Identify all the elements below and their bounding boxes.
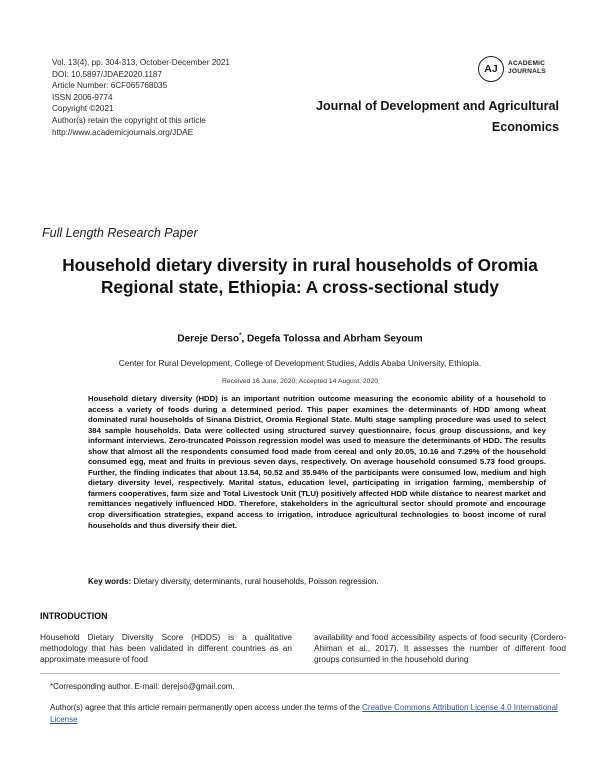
footnote-divider (40, 673, 560, 674)
meta-issn: ISSN 2006-9774 (52, 92, 113, 102)
license-text: Author(s) agree that this article remain permanently open access under the terms of the (50, 703, 363, 712)
author-list (0, 333, 600, 344)
license-note (50, 702, 565, 726)
author-1: Dereje Derso (177, 333, 240, 345)
keywords-label: Key words: (88, 577, 132, 586)
meta-article-number: Article Number: 6CF065768035 (52, 81, 168, 91)
abstract: Household dietary diversity (HDD) is an important nutrition outcome measuring the economic ability of a household to access a variety of foods during a determined period. This paper examines the determinants of HDD among wheat dominated rural households of Sinana District, Oromia Regional State. Multi stage sampling procedure was used to select 384 sample households. Data were collected using structured survey questionnaire, focus group discussions, and key informant interviews. Zero-truncated Poisson regression model was used to measure the determinants of HDD. The results show that almost all the respondents consumed food made from cereal and only 20.05, 10.16 and 7.29% of the household consumed egg, meat and fruits in previous seven days, respectively. On average household consumed 5.73 food groups. Further, the finding indicates that about 13.54, 50.52 and 35.94% of the participants were consumed low, medium and high dietary diversity level, respectively. Marital status, education level, participating in irrigation farming, membership of farmers cooperatives, farm size and Total Livestock Unit (TLU) positively affected HDD while distance to nearest market and remittances negatively influenced HDD. Therefore, stakeholders in the agricultural sector should promote and encourage crop diversification strategies, expand access to irrigation, introduce agricultural technologies to boost income of rural households and thus diversify their diet. (88, 394, 546, 530)
journal-title (259, 96, 559, 138)
publisher-logo (478, 56, 578, 84)
other-authors: , Degefa Tolossa and Abrham Seyoum (241, 333, 423, 345)
journal-title-line-1: Journal of Development and Agricultural (315, 99, 559, 113)
meta-url: http://www.academicjournals.org/JDAE (52, 127, 194, 137)
intro-column-right: availability and food accessibility aspects of food security (Cordero-Ahiman et al., 2017). It assesses the number of different food groups consumed in the household during (314, 632, 566, 665)
paper-type: Full Length Research Paper (42, 226, 198, 240)
received-dates: Received 16 June, 2020; Accepted 14 August, 2020 (221, 378, 379, 385)
journal-title-line-2: Economics (491, 120, 559, 134)
license-link[interactable]: Creative Commons Attribution License 4.0 International License (50, 703, 558, 724)
logo-line-1: ACADEMIC (508, 60, 546, 67)
logo-line-2: JOURNALS (508, 67, 546, 75)
meta-volume: Vol. 13(4), pp. 304-313, October-December 2021 (52, 58, 230, 67)
keywords (88, 577, 546, 586)
paper-title: Household dietary diversity in rural households of Oromia Regional state, Ethiopia: A cross-sectional study (62, 255, 538, 297)
meta-copyright: Copyright ©2021 (52, 104, 114, 114)
logo-text (508, 60, 546, 76)
affiliation: Center for Rural Development, College of Development Studies, Addis Ababa University, Ethiopia. (118, 358, 482, 368)
meta-doi: DOI: 10.5897/JDAE2020.1187 (52, 69, 162, 79)
logo-mark: AJ (478, 56, 504, 82)
corresponding-author-note: *Corresponding author. E-mail: derejso@gmail.com. (50, 682, 235, 691)
corresponding-mark: * (239, 333, 242, 339)
intro-column-left: Household Dietary Diversity Score (HDDS) is a qualitative methodology that has been validated in different countries as an approximate measure of food (40, 632, 292, 665)
meta-rights: Author(s) retain the copyright of this article (52, 115, 206, 125)
section-heading-introduction: INTRODUCTION (40, 611, 108, 621)
keywords-list: Dietary diversity, determinants, rural households, Poisson regression. (131, 577, 379, 586)
